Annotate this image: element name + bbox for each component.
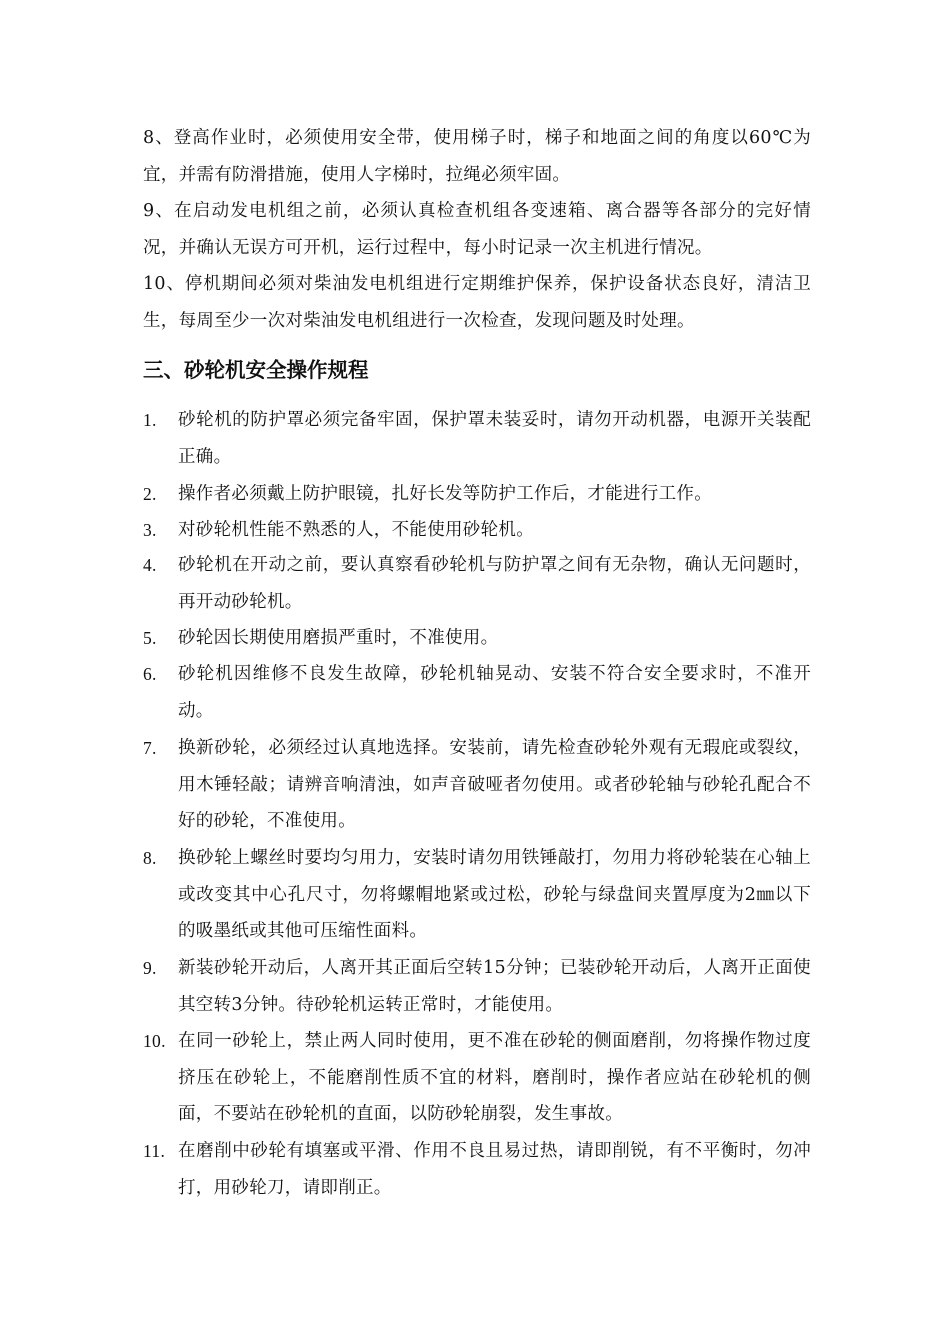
section-heading: 三、砂轮机安全操作规程: [143, 358, 369, 382]
rule-item: [143, 402, 811, 475]
rule-number: 2.: [143, 484, 157, 504]
rule-number: 7.: [143, 738, 157, 758]
rule-text: 砂轮机的防护罩必须完备牢固，保护罩未装妥时，请勿开动机器，电源开关装配正确。: [178, 410, 811, 467]
rule-item: [143, 730, 811, 840]
rule-number: 1.: [143, 410, 157, 430]
paragraph-item-9: 9、在启动发电机组之前，必须认真检查机组各变速箱、离合器等各部分的完好情况，并确认无误方可开机，运行过程中，每小时记录一次主机进行情况。: [143, 201, 811, 258]
rule-text: 砂轮机在开动之前，要认真察看砂轮机与防护罩之间有无杂物，确认无问题时，再开动砂轮机。: [178, 555, 811, 612]
rule-item: [143, 656, 811, 729]
rule-number: 3.: [143, 520, 157, 540]
rule-text: 砂轮因长期使用磨损严重时，不准使用。: [178, 628, 499, 648]
rule-item: [143, 1133, 811, 1206]
rule-text: 在磨削中砂轮有填塞或平滑、作用不良且易过热，请即削锐，有不平衡时，勿冲打，用砂轮刀，请即削正。: [178, 1141, 811, 1198]
paragraph-item-10: 10、停机期间必须对柴油发电机组进行定期维护保养，保护设备状态良好，清洁卫生，每周至少一次对柴油发电机组进行一次检查，发现问题及时处理。: [143, 274, 811, 331]
rule-number: 6.: [143, 664, 157, 684]
rule-text: 换新砂轮，必须经过认真地选择。安装前，请先检查砂轮外观有无瑕庇或裂纹，用木锤轻敲；请辨音响清浊，如声音破哑者勿使用。或者砂轮轴与砂轮孔配合不好的砂轮，不准使用。: [178, 738, 811, 831]
rule-number: 5.: [143, 628, 157, 648]
rule-item: [143, 620, 811, 657]
rule-item: [143, 512, 811, 549]
rule-text: 操作者必须戴上防护眼镜，扎好长发等防护工作后，才能进行工作。: [178, 484, 712, 504]
rule-text: 换砂轮上螺丝时要均匀用力，安装时请勿用铁锤敲打，勿用力将砂轮装在心轴上或改变其中心孔尺寸，勿将螺帽地紧或过松，砂轮与绿盘间夹置厚度为2㎜以下的吸墨纸或其他可压缩性面料。: [178, 848, 811, 941]
rule-number: 10.: [143, 1031, 166, 1051]
rule-item: [143, 547, 811, 620]
rule-item: [143, 840, 811, 950]
rule-item: [143, 476, 811, 513]
rule-number: 11.: [143, 1141, 166, 1161]
rule-number: 8.: [143, 848, 157, 868]
rule-item: [143, 1023, 811, 1133]
rule-number: 9.: [143, 958, 157, 978]
rule-number: 4.: [143, 555, 157, 575]
rule-text: 对砂轮机性能不熟悉的人，不能使用砂轮机。: [178, 520, 534, 540]
rule-text: 砂轮机因维修不良发生故障，砂轮机轴晃动、安装不符合安全要求时，不准开动。: [178, 664, 811, 721]
paragraph-item-8: 8、登高作业时，必须使用安全带，使用梯子时，梯子和地面之间的角度以60℃为宜，并需有防滑措施，使用人字梯时，拉绳必须牢固。: [143, 128, 811, 185]
rule-item: [143, 950, 811, 1023]
rule-text: 在同一砂轮上，禁止两人同时使用，更不准在砂轮的侧面磨削，勿将操作物过度挤压在砂轮上，不能磨削性质不宜的材料，磨削时，操作者应站在砂轮机的侧面，不要站在砂轮机的直面，以防砂轮崩裂，发生事故。: [178, 1031, 811, 1124]
rule-text: 新装砂轮开动后，人离开其正面后空转15分钟；已装砂轮开动后，人离开正面使其空转3分钟。待砂轮机运转正常时，才能使用。: [178, 958, 811, 1015]
